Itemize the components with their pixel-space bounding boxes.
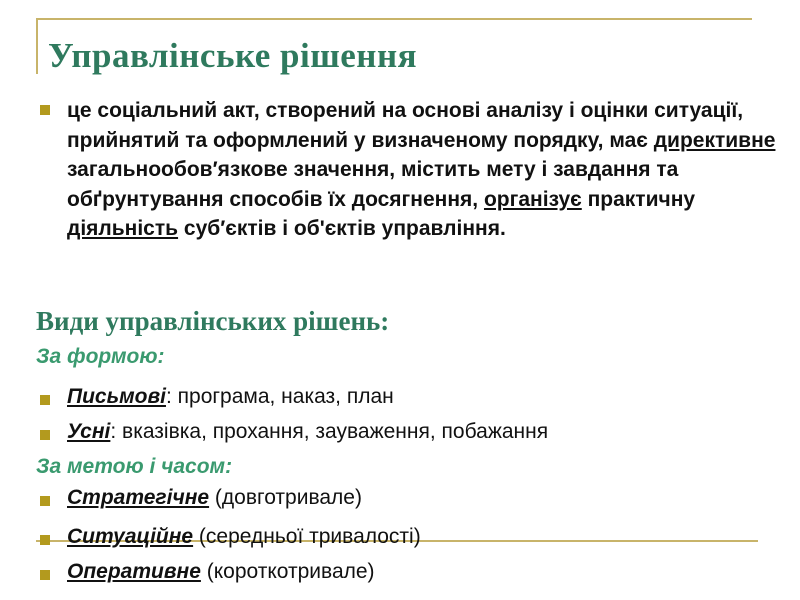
item-term: Письмові [67,385,166,408]
bullet-icon [40,496,50,506]
list-item [67,525,421,549]
slide-title: Управлінське рішення [48,36,418,75]
bullet-icon [40,395,50,405]
left-rule [36,18,38,74]
list-item [67,560,375,584]
item-description: (довготривале) [209,486,362,509]
list-item [67,420,548,444]
item-description: (середньої тривалості) [193,525,421,548]
group-title-form: За формою: [36,345,165,368]
bullet-icon [40,105,50,115]
item-term: Оперативне [67,560,201,583]
definition-part-4: суб′єктів і об'єктів управління. [178,217,506,240]
underlined-term-organizes: організує [483,187,582,211]
bullet-icon [40,430,50,440]
underlined-term-activity: діяльність [67,217,179,240]
item-description: : програма, наказ, план [165,385,394,408]
underlined-term-directive: директивне [653,128,776,152]
definition-part-2: загальнообов′язкове значення, містить мету і завдання та обґрунтування способів їх досягнення, [67,158,679,211]
section-subtitle: Види управлінських рішень: [36,306,390,336]
definition-part-1: це соціальний акт, створений на основі аналізу і оцінки ситуації, прийнятий та оформлений у визначеному порядку, має [67,99,744,152]
item-term: Ситуаційне [67,525,194,548]
definition-text [67,96,779,244]
item-term: Усні [67,420,111,443]
definition-part-3: практичну [581,187,696,211]
list-item [67,385,394,409]
item-description: : вказівка, прохання, зауваження, побажання [110,420,549,443]
item-description: (короткотривале) [200,560,375,583]
top-rule [36,18,752,20]
list-item [67,486,362,510]
group-title-purpose-time: За метою і часом: [36,455,233,478]
item-term: Стратегічне [67,486,210,509]
bullet-icon [40,570,50,580]
bullet-icon [40,535,50,545]
